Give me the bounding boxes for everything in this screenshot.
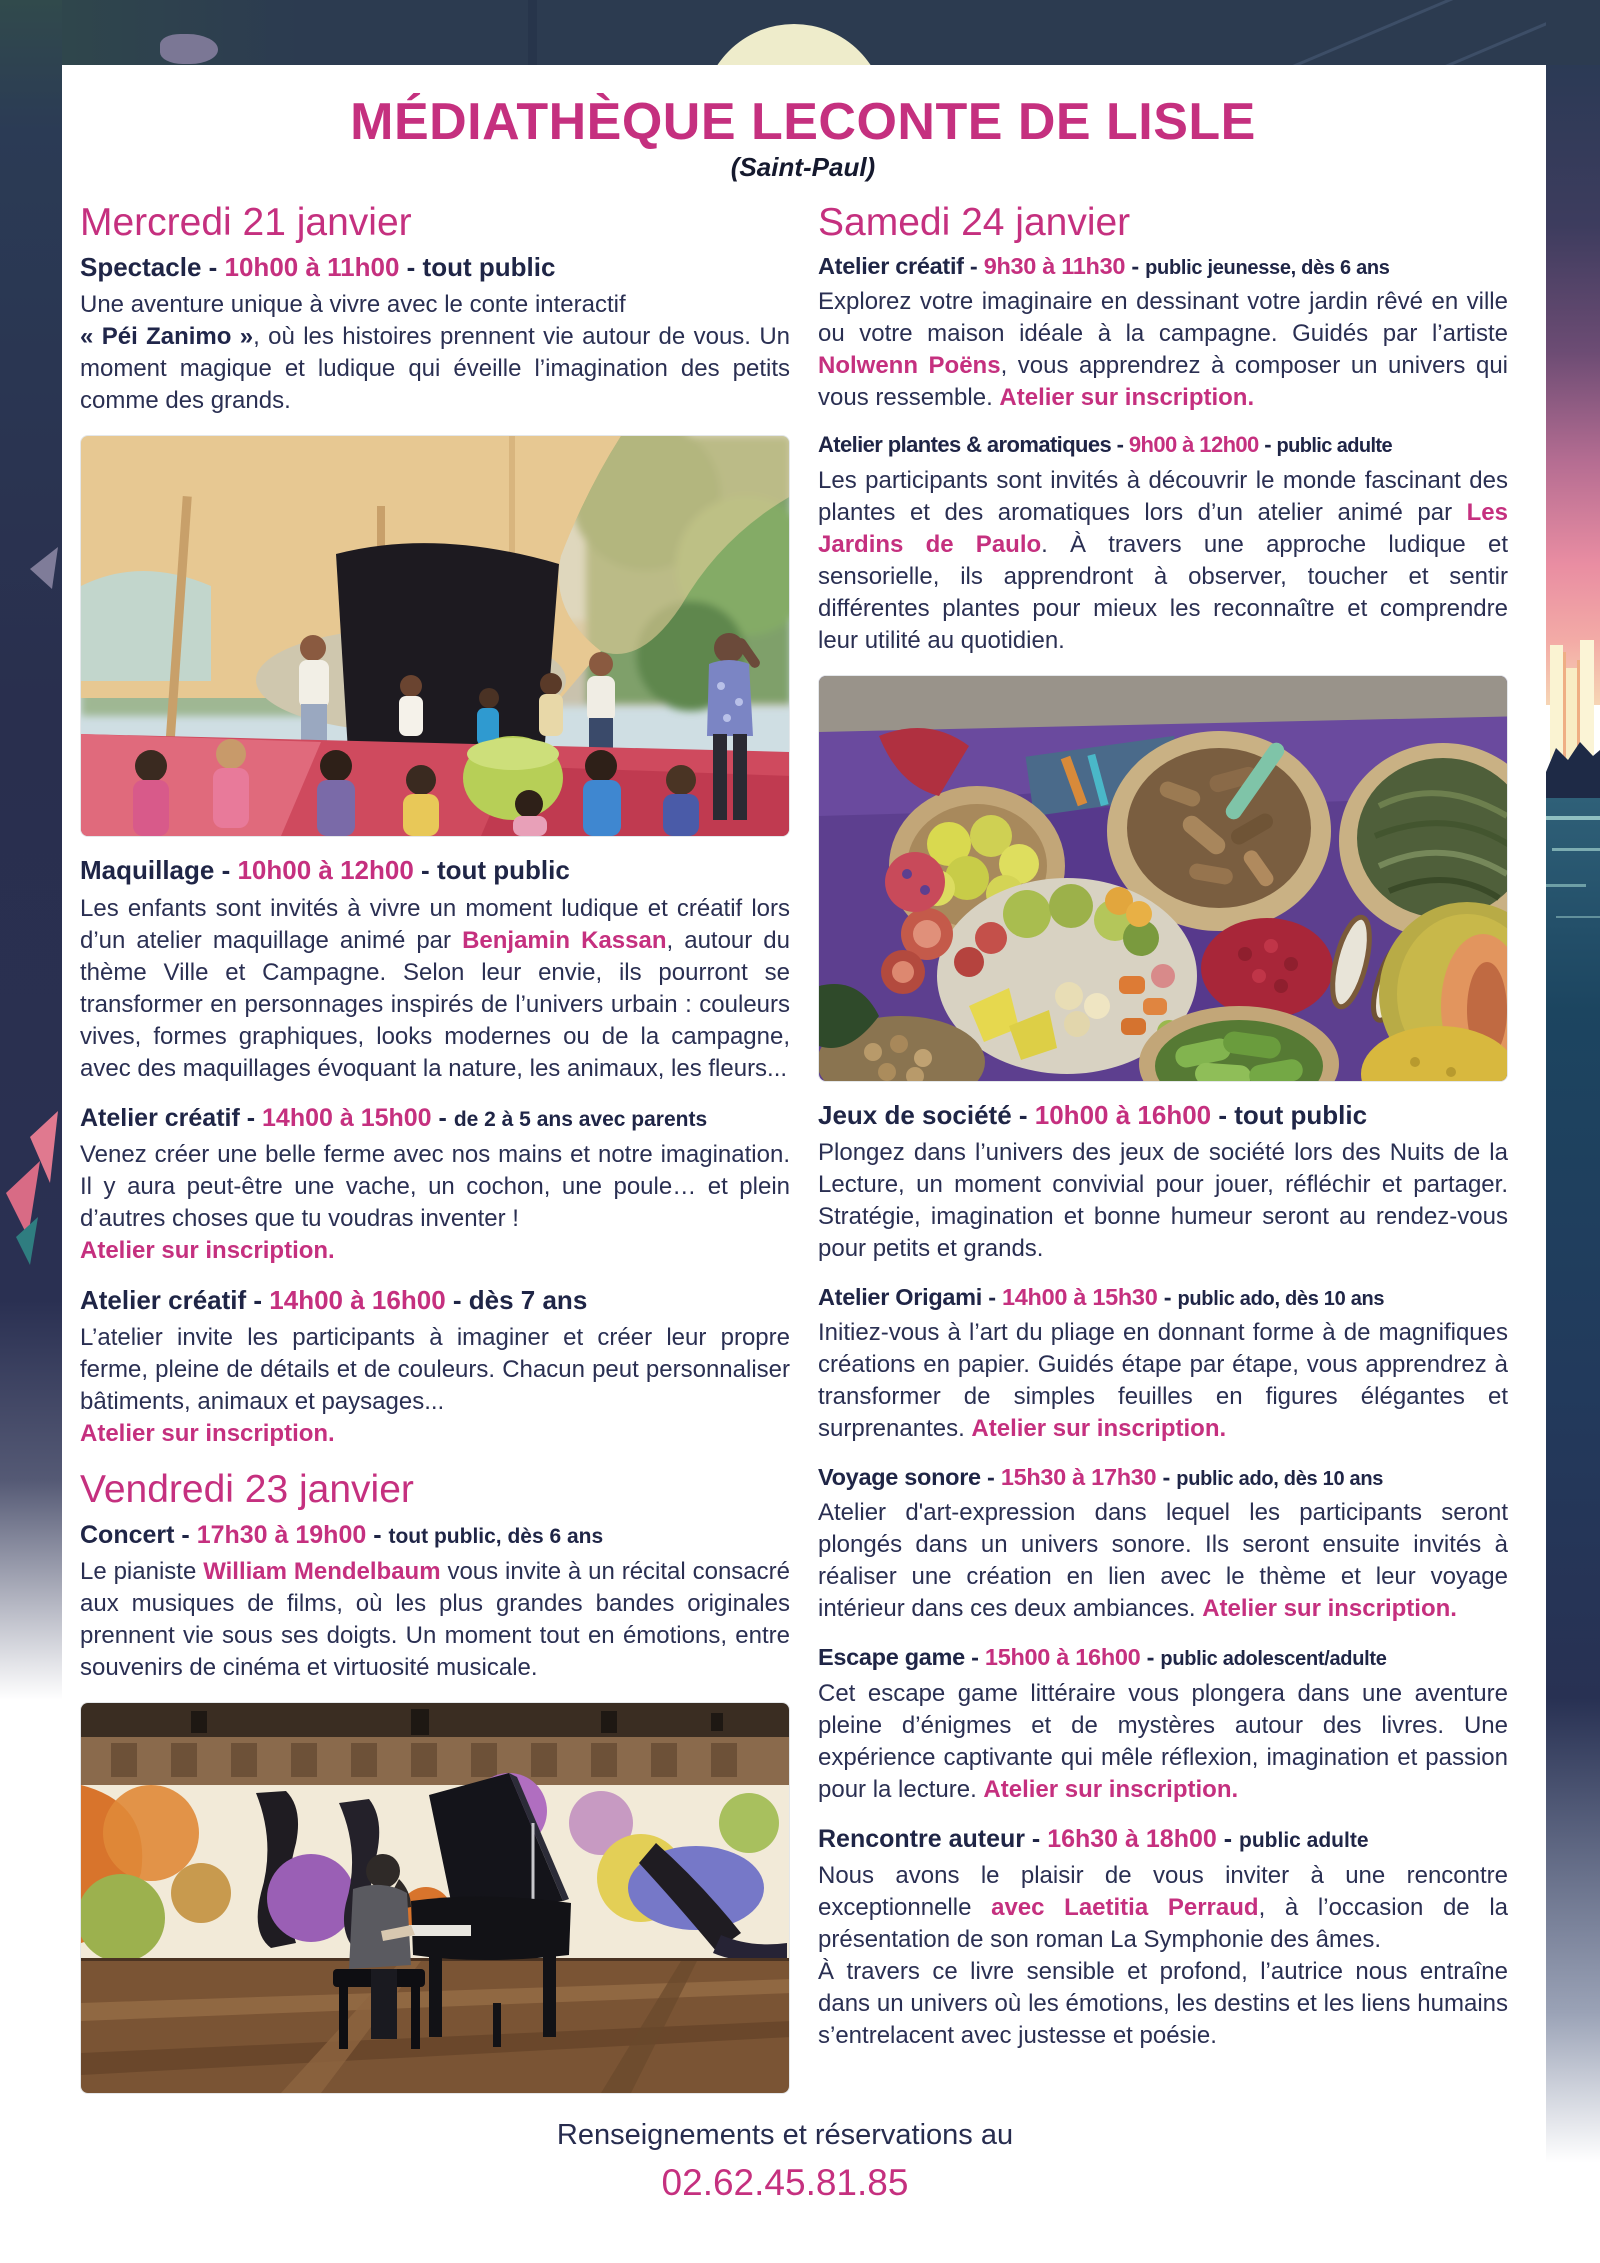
body-text: Explorez votre imaginaire en dessinant votre jardin rêvé en ville ou votre maison idéale à la campagne. Guidés par l’artiste	[818, 288, 1508, 348]
event-description	[80, 1556, 790, 1684]
highlight-text: Atelier sur inscription.	[999, 384, 1255, 412]
separator: -	[366, 1520, 389, 1549]
separator: -	[964, 1644, 985, 1671]
event-heading	[80, 1520, 790, 1550]
event-title: Atelier plantes & aromatiques	[818, 432, 1112, 458]
event-heading	[818, 1463, 1508, 1491]
event-title: Maquillage	[80, 855, 215, 886]
separator: -	[981, 1284, 1002, 1311]
body-text: . À travers une approche ludique et sensorielle, ils apprendront à observer, toucher et sentir différentes plantes pour mieux les reconnaître et comprendre leur utilité au quotidien.	[818, 530, 1508, 654]
event-photo-produce	[818, 675, 1508, 1082]
highlight-text: Atelier sur inscription.	[80, 1236, 335, 1264]
decor-blob	[160, 34, 218, 64]
separator: -	[1111, 432, 1129, 458]
body-text: L’atelier invite les participants à imaginer et créer leur propre ferme, pleine de détails et de couleurs. Chacun peut personnaliser bâtiments, animaux et paysages...	[80, 1323, 790, 1415]
event-audience: public adulte	[1239, 1828, 1369, 1852]
event-time-range: 16h30 à 18h00	[1047, 1824, 1217, 1853]
highlight-text: Benjamin Kassan	[462, 926, 667, 954]
event-description	[818, 465, 1508, 657]
event	[80, 252, 790, 417]
event-title: Voyage sonore	[818, 1464, 981, 1491]
body-text: Initiez-vous à l’art du pliage en donnant forme à de magnifiques créations en papier. Guidés étape par étape, vous apprendrez à transformer de simples feuilles en figures élégantes et surprenantes.	[818, 1319, 1508, 1443]
event-description	[80, 1322, 790, 1450]
event-title: Concert	[80, 1520, 175, 1549]
event	[818, 1643, 1508, 1805]
event	[818, 1824, 1508, 2052]
event-title: Rencontre auteur	[818, 1824, 1025, 1853]
event-description	[818, 1137, 1508, 1265]
day-header: Samedi 24 janvier	[818, 200, 1131, 244]
event-description	[80, 1139, 790, 1267]
separator: -	[1258, 432, 1277, 458]
event-time-range: 17h30 à 19h00	[196, 1520, 367, 1549]
left-margin-art	[0, 0, 62, 1750]
separator: -	[963, 253, 984, 280]
separator: -	[1125, 253, 1146, 280]
event-title: Atelier créatif	[818, 253, 964, 280]
sunset-city-art	[1546, 0, 1600, 2263]
body-text: , à l’occasion de la présentation de son roman La Symphonie des âmes.	[818, 1893, 1508, 1953]
separator: -	[214, 855, 238, 886]
separator: -	[1011, 1099, 1035, 1130]
event-title: Atelier créatif	[80, 1284, 247, 1315]
market-produce-photo	[819, 676, 1508, 1081]
separator: -	[1140, 1644, 1161, 1671]
separator: -	[431, 1103, 454, 1132]
event-photo-piano	[80, 1702, 790, 2094]
highlight-text: Atelier sur inscription.	[971, 1415, 1227, 1443]
body-text: , vous apprendrez à composer un univers qui vous ressemble.	[818, 352, 1508, 412]
event-title: Spectacle	[80, 252, 202, 283]
event-description	[818, 1678, 1508, 1806]
event-audience: de 2 à 5 ans avec parents	[453, 1107, 708, 1131]
event-time-range: 14h00 à 15h30	[1001, 1284, 1158, 1311]
event	[818, 1283, 1508, 1445]
event-heading	[818, 1824, 1508, 1854]
column-right	[818, 199, 1508, 2070]
body-text: Nous avons le plaisir de vous inviter à une rencontre exceptionnelle	[818, 1861, 1508, 1921]
highlight-text: Atelier sur inscription.	[1202, 1595, 1457, 1623]
event-description	[80, 289, 790, 417]
separator: -	[174, 1520, 197, 1549]
event-time-range: 10h00 à 16h00	[1034, 1099, 1212, 1130]
event-photo-tent	[80, 435, 790, 837]
event-heading	[80, 855, 790, 886]
body-text: À travers ce livre sensible et profond, l’autrice nous entraîne dans un univers où les émotions, les destins et les liens humains s’entrelacent avec justesse et poésie.	[818, 1957, 1508, 2049]
highlight-text: Nolwenn Poëns	[818, 352, 1001, 380]
diagonal-line	[1292, 0, 1468, 68]
body-text: , où les histoires prennent vie autour de vous. Un moment magique et ludique qui éveille l’imagination des petits comme des grands.	[80, 323, 790, 415]
event-audience: public jeunesse, dès 6 ans	[1145, 257, 1390, 280]
separator: -	[1024, 1824, 1048, 1853]
footer-phone-number: 02.62.45.81.85	[661, 2161, 909, 2203]
event-heading	[80, 252, 790, 283]
event-time-range: 9h30 à 11h30	[983, 253, 1126, 280]
event-audience: tout public	[422, 252, 556, 283]
event	[80, 1103, 790, 1267]
masthead	[80, 95, 1526, 183]
grey-triangle	[26, 545, 62, 591]
event	[818, 1100, 1508, 1265]
separator: -	[239, 1103, 263, 1132]
background-seam	[528, 0, 537, 65]
event	[818, 432, 1508, 656]
body-text: Les participants sont invités à découvrir le monde fascinant des plantes et des aromatiques lors d’un atelier animé par	[818, 466, 1508, 526]
page-subtitle: (Saint-Paul)	[730, 151, 876, 182]
event-title: Jeux de société	[818, 1099, 1012, 1130]
body-text: Cet escape game littéraire vous plongera dans une aventure pleine d’énigmes et de mystères autour des livres. Une expérience captivante qui mêle réflexion, imagination et passion pour la lecture.	[818, 1679, 1508, 1803]
event	[80, 1520, 790, 1684]
program-card	[62, 65, 1546, 2263]
separator: -	[445, 1284, 469, 1315]
event	[818, 1463, 1508, 1625]
column-left	[80, 199, 790, 2112]
event-audience: public ado, dès 10 ans	[1177, 1288, 1385, 1311]
event-audience: dès 7 ans	[468, 1284, 588, 1315]
event-time-range: 10h00 à 12h00	[237, 855, 414, 886]
page-title: MÉDIATHÈQUE LECONTE DE LISLE	[350, 93, 1256, 151]
body-text: Une aventure unique à vivre avec le conte interactif	[80, 291, 626, 319]
pianist-concert-photo	[81, 1703, 790, 2093]
event-heading	[818, 432, 1508, 458]
event-audience: tout public	[436, 855, 570, 886]
day-header: Mercredi 21 janvier	[80, 200, 412, 244]
event-time-range: 14h00 à 16h00	[269, 1284, 446, 1315]
separator: -	[399, 252, 423, 283]
separator: -	[201, 252, 225, 283]
body-text: , autour du thème Ville et Campagne. Selon leur envie, ils pourront se transformer en personnages inspirés de l’univers urbain : couleurs vives, formes graphiques, looks modernes ou de la campagne, avec des maquillages évoquant la nature, les animaux, les fleurs...	[80, 926, 791, 1082]
separator: -	[1156, 1464, 1177, 1491]
bold-text: « Péi Zanimo »	[80, 323, 254, 351]
body-text: vous invite à un récital consacré aux musiques de films, où les plus grandes bandes originales prennent vie sous ses doigts. Un moment tout en émotions, entre souvenirs de cinéma et virtuosité musicale.	[80, 1557, 790, 1681]
event-audience: public adulte	[1276, 435, 1393, 458]
event-description	[80, 893, 790, 1085]
footer-info: Renseignements et réservations au	[556, 2119, 1014, 2151]
highlight-text: avec Laetitia Perraud	[991, 1893, 1259, 1921]
event-heading	[818, 252, 1508, 280]
berries-pile	[1201, 918, 1333, 1018]
body-text: Le pianiste	[80, 1557, 204, 1585]
two-column-layout	[80, 199, 1546, 2112]
separator: -	[246, 1284, 270, 1315]
event-description	[818, 1317, 1508, 1445]
event-description	[818, 1860, 1508, 2052]
event	[818, 252, 1508, 414]
event-heading	[80, 1103, 790, 1133]
event-audience: public adolescent/adulte	[1160, 1648, 1387, 1671]
body-text: Atelier d'art-expression dans lequel les participants seront plongés dans un univers sonore. Ils seront ensuite invités à réaliser une création en lien avec le thème et leur voyage intérieur dans ces deux ambiances.	[818, 1499, 1508, 1623]
confetti-triangles	[0, 1095, 62, 1305]
highlight-text: William Mendelbaum	[203, 1557, 441, 1585]
event	[80, 1285, 790, 1450]
event-time-range: 9h00 à 12h00	[1128, 432, 1259, 458]
event-time-range: 14h00 à 15h00	[262, 1103, 432, 1132]
event-audience: tout public, dès 6 ans	[388, 1524, 604, 1548]
event-title: Atelier créatif	[80, 1103, 240, 1132]
event-time-range: 15h30 à 17h30	[1000, 1464, 1157, 1491]
event-heading	[818, 1643, 1508, 1671]
event-description	[818, 286, 1508, 414]
event-heading	[818, 1283, 1508, 1311]
separator: -	[413, 855, 437, 886]
body-text: Les enfants sont invités à vivre un moment ludique et créatif lors d’un atelier maquillage animé par	[80, 894, 790, 954]
event-title: Escape game	[818, 1644, 965, 1671]
separator: -	[980, 1464, 1001, 1491]
event-audience: tout public	[1234, 1099, 1368, 1130]
event-time-range: 10h00 à 11h00	[224, 252, 400, 283]
highlight-text: Atelier sur inscription.	[983, 1775, 1239, 1803]
event-title: Atelier Origami	[818, 1284, 982, 1311]
highlight-text: Atelier sur inscription.	[80, 1419, 335, 1447]
body-text: Venez créer une belle ferme avec nos mains et notre imagination. Il y aura peut-être une vache, un cochon, une poule… et plein d’autres choses que tu voudras inventer !	[80, 1140, 790, 1232]
highlight-text: Les Jardins de Paulo	[818, 498, 1508, 558]
separator: -	[1216, 1824, 1239, 1853]
separator: -	[1157, 1284, 1178, 1311]
event-time-range: 15h00 à 16h00	[984, 1644, 1141, 1671]
footer	[62, 2117, 1508, 2207]
event-description	[818, 1497, 1508, 1625]
body-text: Plongez dans l’univers des jeux de société lors des Nuits de la Lecture, un moment convivial pour jouer, réfléchir et partager. Stratégie, imagination et bonne humeur seront au rendez-vous pour petits et grands.	[818, 1139, 1508, 1263]
day-header: Vendredi 23 janvier	[80, 1467, 414, 1511]
event-heading	[818, 1100, 1508, 1131]
event-heading	[80, 1285, 790, 1316]
event-audience: public ado, dès 10 ans	[1176, 1468, 1384, 1491]
separator: -	[1211, 1099, 1235, 1130]
tent-storytelling-photo	[81, 436, 790, 836]
event	[80, 855, 790, 1084]
